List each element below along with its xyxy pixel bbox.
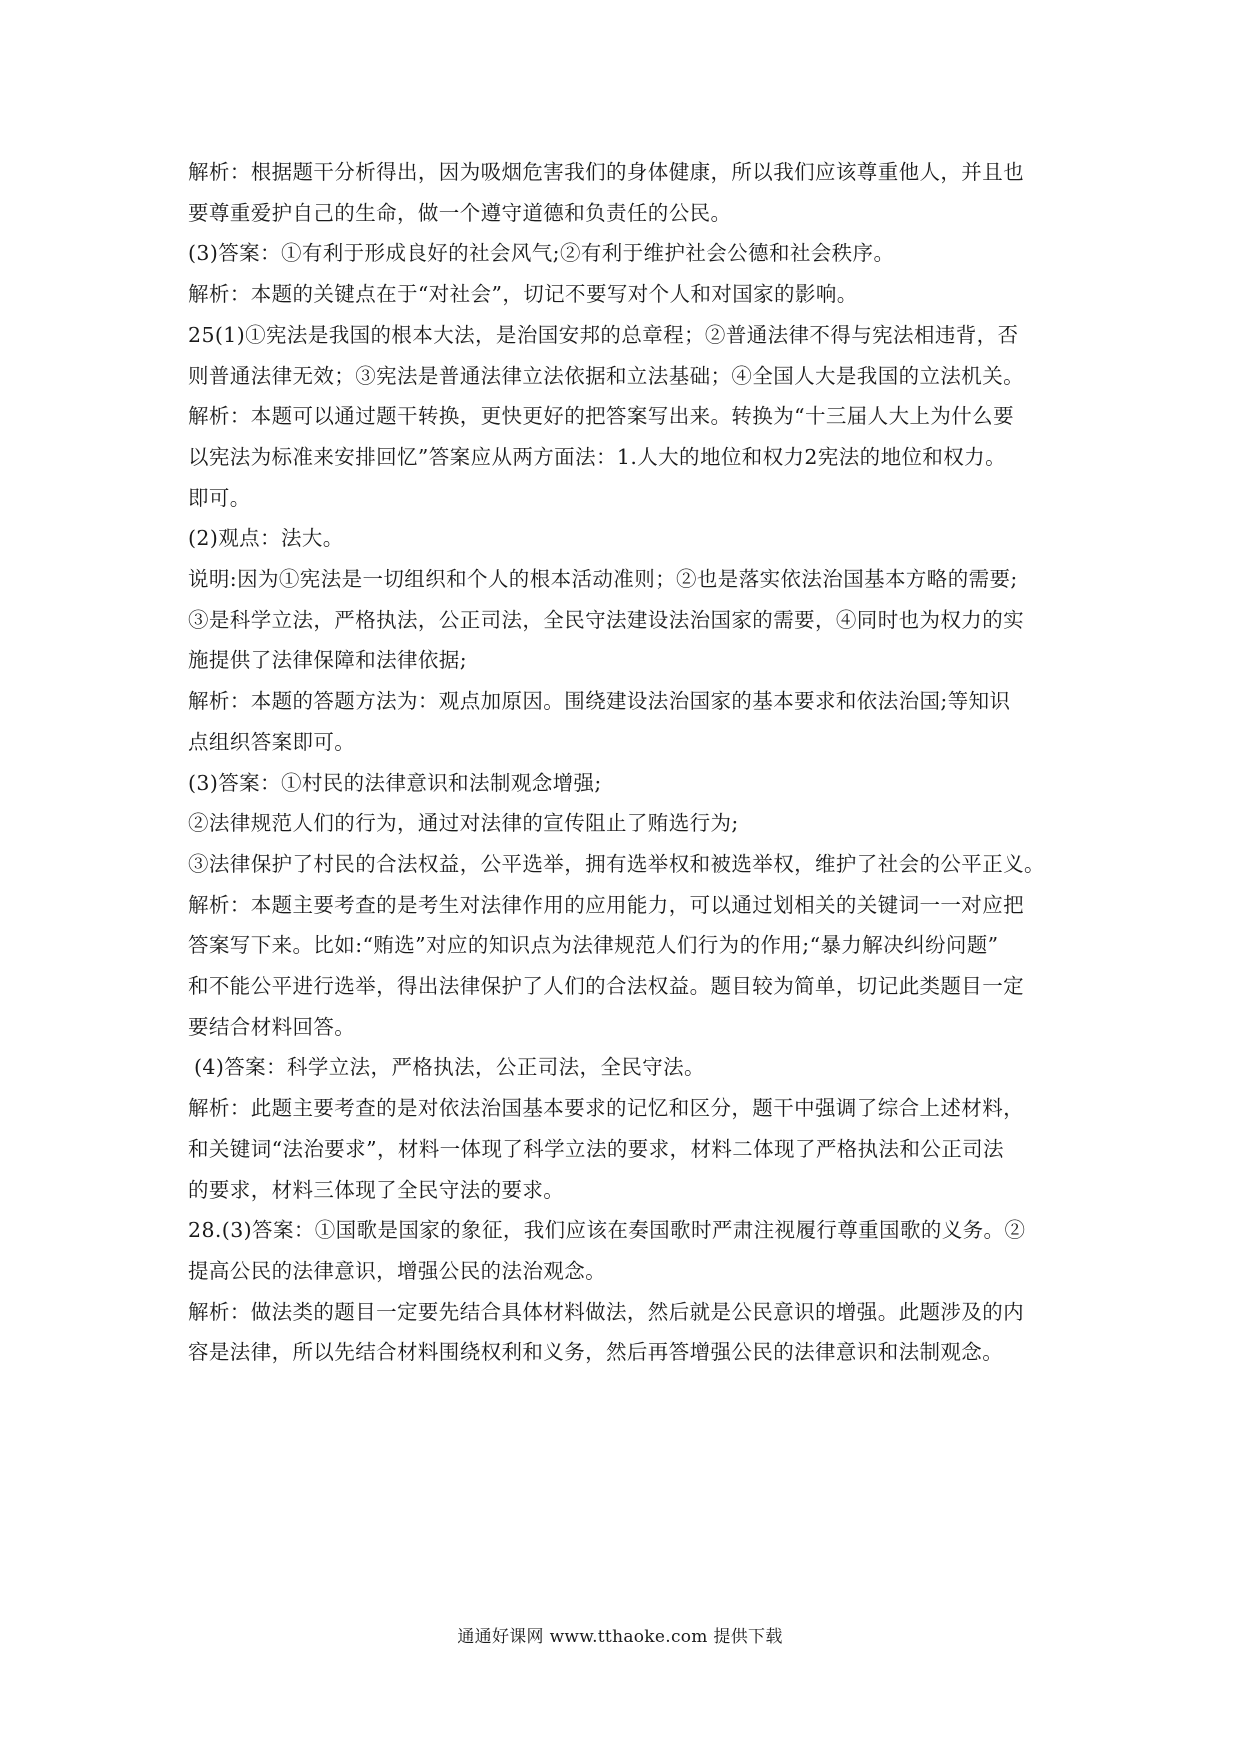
text-line: 25(1)①宪法是我国的根本大法，是治国安邦的总章程；②普通法律不得与宪法相违背，否 bbox=[188, 322, 1019, 347]
text-line: 容是法律，所以先结合材料围绕权利和义务，然后再答增强公民的法律意识和法制观念。 bbox=[188, 1340, 1004, 1365]
text-line: 的要求，材料三体现了全民守法的要求。 bbox=[188, 1177, 565, 1202]
text-line: 点组织答案即可。 bbox=[188, 729, 356, 754]
text-line: 解析：本题的关键点在于“对社会”，切记不要写对个人和对国家的影响。 bbox=[188, 282, 858, 307]
answer-text-body bbox=[188, 152, 1058, 1373]
text-line: 解析：本题主要考查的是考生对法律作用的应用能力，可以通过划相关的关键词一一对应把 bbox=[188, 892, 1024, 917]
text-line: 即可。 bbox=[188, 485, 251, 510]
text-line: (2)观点：法大。 bbox=[188, 526, 344, 551]
text-line: 施提供了法律保障和法律依据; bbox=[188, 648, 468, 673]
text-line: (4)答案：科学立法，严格执法，公正司法，全民守法。 bbox=[194, 1055, 705, 1080]
text-line: 解析：根据题干分析得出，因为吸烟危害我们的身体健康，所以我们应该尊重他人，并且也 bbox=[188, 160, 1024, 184]
text-line: 则普通法律无效；③宪法是普通法律立法依据和立法基础；④全国人大是我国的立法机关。 bbox=[188, 363, 1024, 388]
text-line: 提高公民的法律意识，增强公民的法治观念。 bbox=[188, 1258, 606, 1283]
text-line: 和关键词“法治要求”，材料一体现了科学立法的要求，材料二体现了严格执法和公正司法 bbox=[188, 1136, 1004, 1161]
text-line: 解析：做法类的题目一定要先结合具体材料做法，然后就是公民意识的增强。此题涉及的内 bbox=[188, 1299, 1024, 1324]
text-line: 答案写下来。比如:“贿选”对应的知识点为法律规范人们行为的作用;“暴力解决纠纷问题” bbox=[188, 933, 999, 958]
text-line: 28.(3)答案：①国歌是国家的象征，我们应该在奏国歌时严肃注视履行尊重国歌的义务。② bbox=[188, 1218, 1026, 1243]
text-line: 解析：此题主要考查的是对依法治国基本要求的记忆和区分，题干中强调了综合上述材料， bbox=[188, 1096, 1024, 1121]
text-line: ③是科学立法，严格执法，公正司法，全民守法建设法治国家的需要，④同时也为权力的实 bbox=[188, 607, 1024, 632]
text-line: 以宪法为标准来安排回忆”答案应从两方面法：1.人大的地位和权力2宪法的地位和权力。 bbox=[188, 444, 1006, 469]
text-line: 解析：本题可以通过题干转换，更快更好的把答案写出来。转换为“十三届人大上为什么要 bbox=[188, 404, 1014, 429]
text-line: ③法律保护了村民的合法权益，公平选举，拥有选举权和被选举权，维护了社会的公平正义。 bbox=[188, 851, 1045, 876]
text-line: 说明:因为①宪法是一切组织和个人的根本活动准则；②也是落实依法治国基本方略的需要; bbox=[188, 567, 1018, 592]
text-line: 和不能公平进行选举，得出法律保护了人们的合法权益。题目较为简单，切记此类题目一定 bbox=[188, 974, 1024, 999]
text-line: 要尊重爱护自己的生命，做一个遵守道德和负责任的公民。 bbox=[188, 200, 732, 225]
page-footer: 通通好课网 www.tthaoke.com 提供下载 bbox=[457, 1627, 783, 1647]
text-line: (3)答案：①村民的法律意识和法制观念增强; bbox=[188, 770, 602, 795]
text-line: 要结合材料回答。 bbox=[188, 1014, 356, 1039]
text-line: 解析：本题的答题方法为：观点加原因。围绕建设法治国家的基本要求和依法治国;等知识 bbox=[188, 689, 1011, 714]
text-line: ②法律规范人们的行为，通过对法律的宣传阻止了贿选行为; bbox=[188, 811, 739, 836]
text-line: (3)答案：①有利于形成良好的社会风气;②有利于维护社会公德和社会秩序。 bbox=[188, 241, 895, 266]
